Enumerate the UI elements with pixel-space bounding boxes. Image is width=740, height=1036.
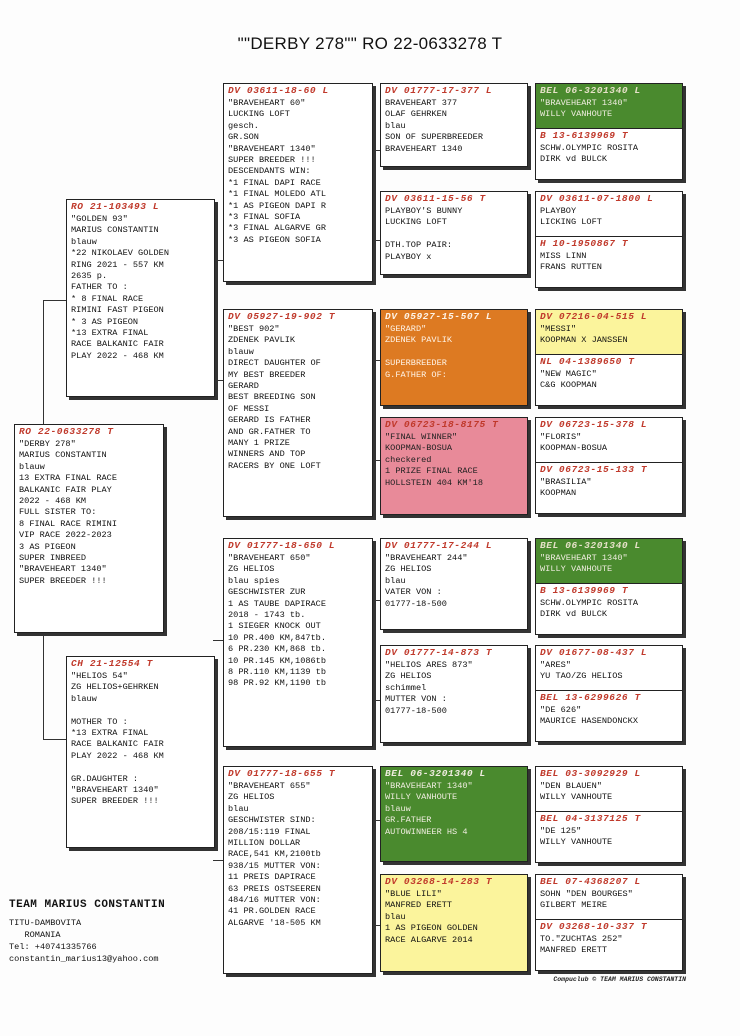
pedigree-text (381, 430, 527, 489)
pedigree-line: 63 PREIS OSTSEEREN (228, 883, 321, 894)
pedigree-line: "NEW MAGIC" (540, 369, 597, 379)
pedigree-line: DTH.TOP PAIR: (385, 240, 453, 251)
ring-number: BEL 06-3201340 L (385, 768, 486, 779)
pedigree-text (536, 779, 682, 804)
pedigree-line: *3 FINAL SOFIA (228, 212, 301, 223)
pedigree-line: GESCHWISTER SIND: (228, 815, 316, 826)
ring-number: DV 01777-18-650 L (228, 540, 336, 551)
pedigree-line: 1 AS TAUBE DAPIRACE (228, 598, 326, 609)
pedigree-text (381, 887, 527, 946)
pedigree-line: GR.SON (228, 132, 259, 143)
footer-credit: Compuclub © TEAM MARIUS CONSTANTIN (553, 976, 686, 983)
great-grandparent-card (380, 191, 528, 275)
pedigree-line: blau (385, 575, 406, 586)
ring-number: B 13-6139969 T (540, 130, 629, 141)
pedigree-line: 8 FINAL RACE RIMINI (19, 518, 117, 529)
pedigree-line: C&G KOOPMAN (540, 380, 597, 391)
pedigree-line: MUTTER VON : (385, 694, 447, 705)
pedigree-line: PLAYBOY'S BUNNY (385, 206, 463, 216)
ring-number: DV 03611-07-1800 L (540, 193, 654, 204)
pedigree-line: MISS LINN (540, 251, 587, 261)
pedigree-line: "ARES" (540, 660, 571, 670)
pedigree-line: 2635 p. (71, 271, 108, 282)
pedigree-line: blau (385, 120, 406, 131)
pedigree-line: "BRASILIA" (540, 477, 592, 487)
ring-number: BEL 13-6299626 T (540, 692, 641, 703)
pedigree-line: FATHER TO : (71, 282, 128, 293)
pedigree-text (381, 658, 527, 717)
grandparent-card (223, 538, 373, 747)
pedigree-text (536, 204, 682, 229)
pedigree-text (536, 430, 682, 455)
pedigree-line: 208/15:119 FINAL (228, 826, 311, 837)
pedigree-line: LICKING LOFT (540, 217, 602, 228)
great-grandparent-card (380, 766, 528, 862)
pedigree-line: MILLION DOLLAR (228, 838, 301, 849)
pedigree-line: VIP RACE 2022-2023 (19, 530, 112, 541)
pedigree-line: GR.DAUGHTER : (71, 773, 139, 784)
pedigree-line: KOOPMAN-BOSUA (385, 443, 453, 454)
pedigree-line (67, 705, 214, 716)
ring-number: CH 21-12554 T (71, 658, 153, 669)
pedigree-line: DIRK vd BULCK (540, 609, 608, 620)
ring-number: DV 06723-18-8175 T (385, 419, 499, 430)
pedigree-line: "BRAVEHEART 1340" (385, 781, 473, 791)
ring-number: BEL 06-3201340 L (540, 85, 641, 96)
pedigree-line: PLAYBOY x (385, 251, 432, 262)
pedigree-line: "BRAVEHEART 1340" (540, 98, 628, 108)
pedigree-line: "HELIOS ARES 873" (385, 660, 473, 670)
ring-number: RO 22-0633278 T (19, 426, 114, 437)
great-grandparent-card (380, 874, 528, 972)
pedigree-line: ZG HELIOS+GEHRKEN (71, 682, 159, 693)
ring-number: BEL 06-3201340 L (540, 540, 641, 551)
pedigree-line (381, 229, 527, 240)
pedigree-line: MY BEST BREEDER (228, 369, 306, 380)
pedigree-line: WINNERS AND TOP (228, 449, 306, 460)
pedigree-line: 1 PRIZE FINAL RACE (385, 466, 478, 477)
pedigree-text (536, 932, 682, 957)
pedigree-line: SUPERBREEDER (385, 358, 447, 369)
pedigree-line: YU TAO/ZG HELIOS (540, 671, 623, 682)
pedigree-line: 01777-18-500 (385, 598, 447, 609)
pedigree-line: "BEST 902" (228, 324, 280, 334)
pedigree-line: 10 PR.400 KM,847tb. (228, 632, 326, 643)
pedigree-line: 11 PREIS DAPIRACE (228, 872, 316, 883)
pedigree-line: RACE,541 KM,2100tb (228, 849, 321, 860)
pedigree-line: *3 AS PIGEON SOFIA (228, 234, 321, 245)
pedigree-line: 1 AS PIGEON GOLDEN (385, 923, 478, 934)
pedigree-line: KOOPMAN (540, 488, 577, 499)
pedigree-line: PLAYBOY (540, 206, 577, 216)
pedigree-line: 10 PR.145 KM,1086tb (228, 655, 326, 666)
pedigree-line: PLAY 2022 - 468 KM (71, 750, 164, 761)
pedigree-line: blau (228, 803, 249, 814)
grandparent-card (223, 83, 373, 282)
great-grandparent-card (380, 309, 528, 406)
pedigree-text (536, 141, 682, 166)
pedigree-line: GESCHWISTER ZUR (228, 587, 306, 598)
pedigree-line: 938/15 MUTTER VON: (228, 860, 321, 871)
pedigree-line: blau (385, 911, 406, 922)
team-phone: Tel: +40741335766 (9, 942, 97, 952)
pedigree-line: "BRAVEHEART 1340" (228, 143, 316, 154)
ring-number: H 10-1950867 T (540, 238, 629, 249)
pedigree-line: *1 AS PIGEON DAPI R (228, 200, 326, 211)
pedigree-line: "DE 626" (540, 705, 582, 715)
ring-number: DV 01777-17-244 L (385, 540, 493, 551)
team-email[interactable]: constantin_marius13@yahoo.com (9, 954, 159, 964)
pedigree-line: ZG HELIOS (385, 671, 432, 682)
pedigree-line: ZG HELIOS (228, 564, 275, 575)
team-contact (9, 899, 165, 965)
pedigree-line: OLAF GEHRKEN (385, 109, 447, 120)
page-title: ""DERBY 278"" RO 22-0633278 T (237, 34, 503, 53)
pedigree-line: 1 SIEGER KNOCK OUT (228, 621, 321, 632)
pedigree-line: RIMINI FAST PIGEON (71, 305, 164, 316)
pedigree-line: blau spies (228, 575, 280, 586)
pedigree-line: "BLUE LILI" (385, 889, 442, 899)
pedigree-line: "GOLDEN 93" (71, 214, 128, 224)
pedigree-line: "BRAVEHEART 655" (228, 781, 311, 791)
pedigree-text (536, 96, 682, 121)
pedigree-line: *22 NIKOLAEV GOLDEN (71, 248, 169, 259)
pedigree-line: SUPER BREEDER !!! (228, 155, 316, 166)
pedigree-line: blauw (71, 693, 97, 704)
pedigree-line: 8 PR.110 KM,1139 tb (228, 667, 326, 678)
ring-number: DV 01777-14-873 T (385, 647, 493, 658)
pedigree-line: MANFRED ERETT (385, 900, 453, 911)
pedigree-line: WILLY VANHOUTE (385, 792, 458, 803)
pedigree-text (224, 551, 372, 690)
pedigree-line: 6 PR.230 KM,868 tb. (228, 644, 326, 655)
pedigree-line: ZG HELIOS (228, 792, 275, 803)
pedigree-line: SUPER INBREED (19, 553, 87, 564)
pedigree-text (224, 779, 372, 929)
pedigree-line: *3 FINAL ALGARVE GR (228, 223, 326, 234)
pedigree-line: ZDENEK PAVLIK (385, 335, 453, 346)
pedigree-line: 13 EXTRA FINAL RACE (19, 473, 117, 484)
pedigree-line: WILLY VANHOUTE (540, 792, 613, 803)
pedigree-line: PLAY 2022 - 468 KM (71, 350, 164, 361)
pedigree-line: SUPER BREEDER !!! (19, 575, 107, 586)
ancestor-pair-card (535, 874, 683, 971)
pedigree-line: SUPER BREEDER !!! (71, 796, 159, 807)
great-grandparent-card (380, 417, 528, 515)
pedigree-line: "BRAVEHEART 1340" (540, 553, 628, 563)
ancestor-pair-card (535, 538, 683, 635)
ring-number: DV 01777-18-655 T (228, 768, 336, 779)
ring-number: BEL 03-3092929 L (540, 768, 641, 779)
pedigree-line: SCHW.OLYMPIC ROSITA (540, 143, 638, 153)
pedigree-line: ZG HELIOS (385, 564, 432, 575)
pedigree-line: * 3 AS PIGEON (71, 316, 139, 327)
pedigree-line: GR.FATHER (385, 815, 432, 826)
pedigree-line: MANY 1 PRIZE (228, 438, 290, 449)
pedigree-text (381, 551, 527, 610)
pedigree-line: blauw (19, 461, 45, 472)
ancestor-pair-card (535, 83, 683, 180)
pedigree-text (381, 779, 527, 838)
pedigree-line: blauw (71, 236, 97, 247)
pedigree-line: blauw (228, 346, 254, 357)
pedigree-line: MOTHER TO : (71, 716, 128, 727)
pedigree-text (15, 437, 163, 587)
pedigree-line: MARIUS CONSTANTIN (19, 450, 107, 461)
grandparent-card (223, 766, 373, 974)
pedigree-line: 01777-18-500 (385, 705, 447, 716)
ring-number: DV 01677-08-437 L (540, 647, 648, 658)
pedigree-line: *1 FINAL MOLEDO ATL (228, 189, 326, 200)
pedigree-line: BALKANIC FAIR PLAY (19, 484, 112, 495)
pedigree-line: RACE ALGARVE 2014 (385, 934, 473, 945)
pedigree-line: AND GR.FATHER TO (228, 426, 311, 437)
pedigree-line: 98 PR.92 KM,1190 tb (228, 678, 326, 689)
pedigree-line: 484/16 MUTTER VON: (228, 895, 321, 906)
pedigree-text (536, 596, 682, 621)
pedigree-line: "BRAVEHEART 1340" (19, 564, 107, 575)
pedigree-line: DIRECT DAUGHTER OF (228, 358, 321, 369)
pedigree-line: HOLLSTEIN 404 KM'18 (385, 477, 483, 488)
pedigree-line: SON OF SUPERBREEDER (385, 132, 483, 143)
pedigree-line: checkered (385, 454, 432, 465)
pedigree-line: BEST BREEDING SON (228, 392, 316, 403)
pedigree-line: "FINAL WINNER" (385, 432, 458, 442)
pedigree-line: 2018 - 1743 tb. (228, 610, 306, 621)
team-name: TEAM MARIUS CONSTANTIN (9, 899, 166, 911)
pedigree-line: WILLY VANHOUTE (540, 564, 613, 575)
pedigree-text (381, 96, 527, 155)
pedigree-line (381, 347, 527, 358)
subject-pigeon-card (14, 424, 164, 633)
pedigree-line: FULL SISTER TO: (19, 507, 97, 518)
pedigree-text (536, 249, 682, 274)
pedigree-line: "MESSI" (540, 324, 577, 334)
pedigree-line: FRANS RUTTEN (540, 262, 602, 273)
pedigree-line: KOOPMAN-BOSUA (540, 443, 608, 454)
pedigree-text (536, 824, 682, 849)
team-country: ROMANIA (9, 930, 61, 940)
pedigree-text (536, 475, 682, 500)
pedigree-line: "DE 125" (540, 826, 582, 836)
great-grandparent-card (380, 83, 528, 167)
pedigree-line: SOHN "DEN BOURGES" (540, 889, 633, 899)
pedigree-line: WILLY VANHOUTE (540, 837, 613, 848)
pedigree-line: 41 PR.GOLDEN RACE (228, 906, 316, 917)
pedigree-line: "BRAVEHEART 60" (228, 98, 306, 108)
pedigree-line: *13 EXTRA FINAL (71, 328, 149, 339)
ancestor-pair-card (535, 309, 683, 406)
pedigree-text (536, 322, 682, 347)
pedigree-line: KOOPMAN X JANSSEN (540, 335, 628, 346)
team-location: TITU-DAMBOVITA (9, 918, 82, 928)
ring-number: DV 07216-04-515 L (540, 311, 648, 322)
pedigree-line: AUTOWINNEER HS 4 (385, 826, 468, 837)
pedigree-text (224, 96, 372, 246)
ancestor-female (536, 129, 682, 166)
dam-card (66, 656, 215, 848)
pedigree-line: "BRAVEHEART 1340" (71, 785, 159, 796)
pedigree-line: "GERARD" (385, 324, 427, 334)
pedigree-line: GERARD (228, 381, 259, 392)
pedigree-line: ZDENEK PAVLIK (228, 335, 296, 346)
pedigree-line: DESCENDANTS WIN: (228, 166, 311, 177)
ancestor-pair-card (535, 645, 683, 742)
great-grandparent-card (380, 645, 528, 743)
pedigree-text (536, 367, 682, 392)
pedigree-line: "FLORIS" (540, 432, 582, 442)
ancestor-pair-card (535, 417, 683, 514)
pedigree-line: MAURICE HASENDONCKX (540, 716, 638, 727)
pedigree-text (536, 703, 682, 728)
pedigree-text (67, 669, 214, 808)
pedigree-line: OF MESSI (228, 403, 270, 414)
pedigree-line: "DERBY 278" (19, 439, 76, 449)
pedigree-line: TO."ZUCHTAS 252" (540, 934, 623, 944)
pedigree-line: "DEN BLAUEN" (540, 781, 602, 791)
ancestor-male (536, 84, 682, 121)
ring-number: DV 06723-15-378 L (540, 419, 648, 430)
pedigree-text (224, 322, 372, 472)
ancestor-pair-card (535, 766, 683, 863)
pedigree-line: 2022 - 468 KM (19, 496, 87, 507)
ring-number: DV 03268-10-337 T (540, 921, 648, 932)
ancestor-pair-card (535, 191, 683, 288)
pedigree-line: RACERS BY ONE LOFT (228, 460, 321, 471)
ring-number: DV 03268-14-283 T (385, 876, 493, 887)
pedigree-line: blauw (385, 803, 411, 814)
pedigree-text (536, 551, 682, 576)
pedigree-line: gesch. (228, 120, 259, 131)
ring-number: BEL 04-3137125 T (540, 813, 641, 824)
pedigree-line: "HELIOS 54" (71, 671, 128, 681)
pedigree-line: ALGARVE '18-505 KM (228, 917, 321, 928)
pedigree-line: WILLY VANHOUTE (540, 109, 613, 120)
ring-number: DV 03611-15-56 T (385, 193, 486, 204)
pedigree-text (381, 322, 527, 381)
grandparent-card (223, 309, 373, 517)
ring-number: DV 01777-17-377 L (385, 85, 493, 96)
pedigree-line: "BRAVEHEART 244" (385, 553, 468, 563)
ring-number: DV 03611-18-60 L (228, 85, 329, 96)
ring-number: BEL 07-4368207 L (540, 876, 641, 887)
pedigree-line: BRAVEHEART 377 (385, 98, 458, 108)
pedigree-line: RING 2021 - 557 KM (71, 259, 164, 270)
pedigree-line: DIRK vd BULCK (540, 154, 608, 165)
ring-number: DV 05927-15-507 L (385, 311, 493, 322)
ring-number: RO 21-103493 L (71, 201, 160, 212)
pedigree-line (67, 762, 214, 773)
pedigree-line: GERARD IS FATHER (228, 415, 311, 426)
pedigree-line: RACE BALKANIC FAIR (71, 739, 164, 750)
pedigree-line: *13 EXTRA FINAL (71, 728, 149, 739)
sire-card (66, 199, 215, 397)
pedigree-line: SCHW.OLYMPIC ROSITA (540, 598, 638, 608)
pedigree-text (67, 212, 214, 362)
pedigree-line: "BRAVEHEART 650" (228, 553, 311, 563)
ring-number: B 13-6139969 T (540, 585, 629, 596)
pedigree-text (536, 658, 682, 683)
ring-number: NL 04-1389650 T (540, 356, 635, 367)
pedigree-line: *1 FINAL DAPI RACE (228, 177, 321, 188)
pedigree-line: LUCKING LOFT (385, 217, 447, 228)
ring-number: DV 05927-19-902 T (228, 311, 336, 322)
pedigree-line: LUCKING LOFT (228, 109, 290, 120)
pedigree-line: 3 AS PIGEON (19, 541, 76, 552)
pedigree-line: schimmel (385, 682, 427, 693)
pedigree-line: MARIUS CONSTANTIN (71, 225, 159, 236)
pedigree-text (536, 887, 682, 912)
ring-number: DV 06723-15-133 T (540, 464, 648, 475)
pedigree-text (381, 204, 527, 263)
great-grandparent-card (380, 538, 528, 630)
pedigree-line: VATER VON : (385, 587, 442, 598)
pedigree-line: GILBERT MEIRE (540, 900, 608, 911)
pedigree-line: G.FATHER OF: (385, 369, 447, 380)
pedigree-line: * 8 FINAL RACE (71, 293, 144, 304)
pedigree-line: MANFRED ERETT (540, 945, 608, 956)
pedigree-line: RACE BALKANIC FAIR (71, 339, 164, 350)
pedigree-line: BRAVEHEART 1340 (385, 143, 463, 154)
